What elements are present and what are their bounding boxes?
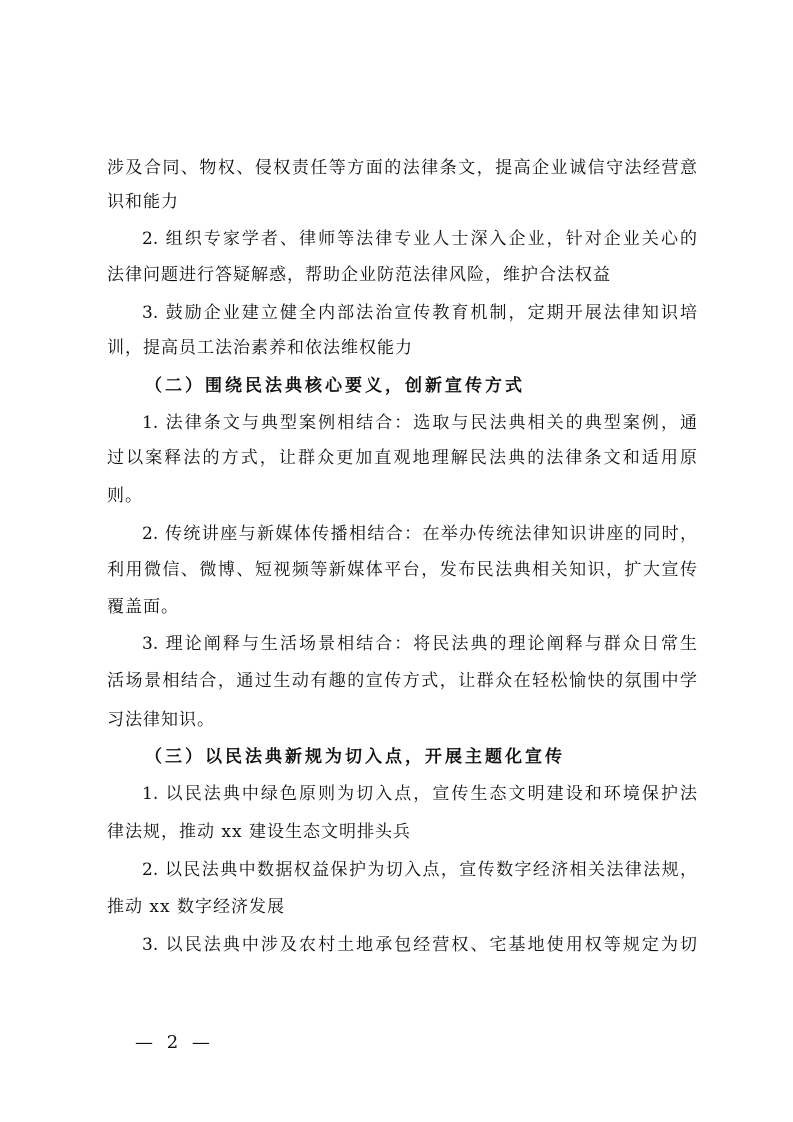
list-item-line: 3. 鼓励企业建立健全内部法治宣传教育机制，定期开展法律知识培 bbox=[142, 303, 697, 323]
list-item-line: 3. 以民法典中涉及农村土地承包经营权、宅基地使用权等规定为切 bbox=[142, 935, 697, 955]
list-item-line: 1. 法律条文与典型案例相结合：选取与民法典相关的典型案例，通 bbox=[142, 413, 697, 433]
page-number: — 2 — bbox=[135, 1032, 214, 1053]
body-line: 习法律知识。 bbox=[107, 710, 215, 730]
body-line: 训，提高员工法治素养和依法维权能力 bbox=[107, 338, 413, 358]
section-heading: （二）围绕民法典核心要义，创新宣传方式 bbox=[145, 376, 525, 396]
body-line: 识和能力 bbox=[107, 192, 179, 212]
list-item-line: 3. 理论阐释与生活场景相结合：将民法典的理论阐释与群众日常生 bbox=[142, 634, 697, 654]
list-item-line: 2. 组织专家学者、律师等法律专业人士深入企业，针对企业关心的 bbox=[142, 229, 697, 249]
list-item-line: 2. 传统讲座与新媒体传播相结合：在举办传统法律知识讲座的同时， bbox=[142, 524, 697, 544]
body-line: 法律问题进行答疑解惑，帮助企业防范法律风险，维护合法权益 bbox=[107, 265, 611, 285]
list-item-line: 2. 以民法典中数据权益保护为切入点，宣传数字经济相关法律法规， bbox=[142, 860, 697, 880]
body-line: 活场景相结合，通过生动有趣的宣传方式，让群众在轻松愉快的氛围中学 bbox=[107, 671, 697, 691]
body-line: 推动 xx 数字经济发展 bbox=[107, 897, 285, 917]
body-line: 律法规，推动 xx 建设生态文明排头兵 bbox=[107, 822, 411, 842]
body-line: 则。 bbox=[107, 486, 143, 506]
list-item-line: 1. 以民法典中绿色原则为切入点，宣传生态文明建设和环境保护法 bbox=[142, 784, 697, 804]
body-line: 利用微信、微博、短视频等新媒体平台，发布民法典相关知识，扩大宣传 bbox=[107, 560, 697, 580]
body-line: 覆盖面。 bbox=[107, 597, 179, 617]
body-line: 过以案释法的方式，让群众更加直观地理解民法典的法律条文和适用原 bbox=[107, 448, 697, 468]
body-line: 涉及合同、物权、侵权责任等方面的法律条文，提高企业诚信守法经营意 bbox=[107, 158, 697, 178]
section-heading: （三）以民法典新规为切入点，开展主题化宣传 bbox=[145, 747, 565, 767]
